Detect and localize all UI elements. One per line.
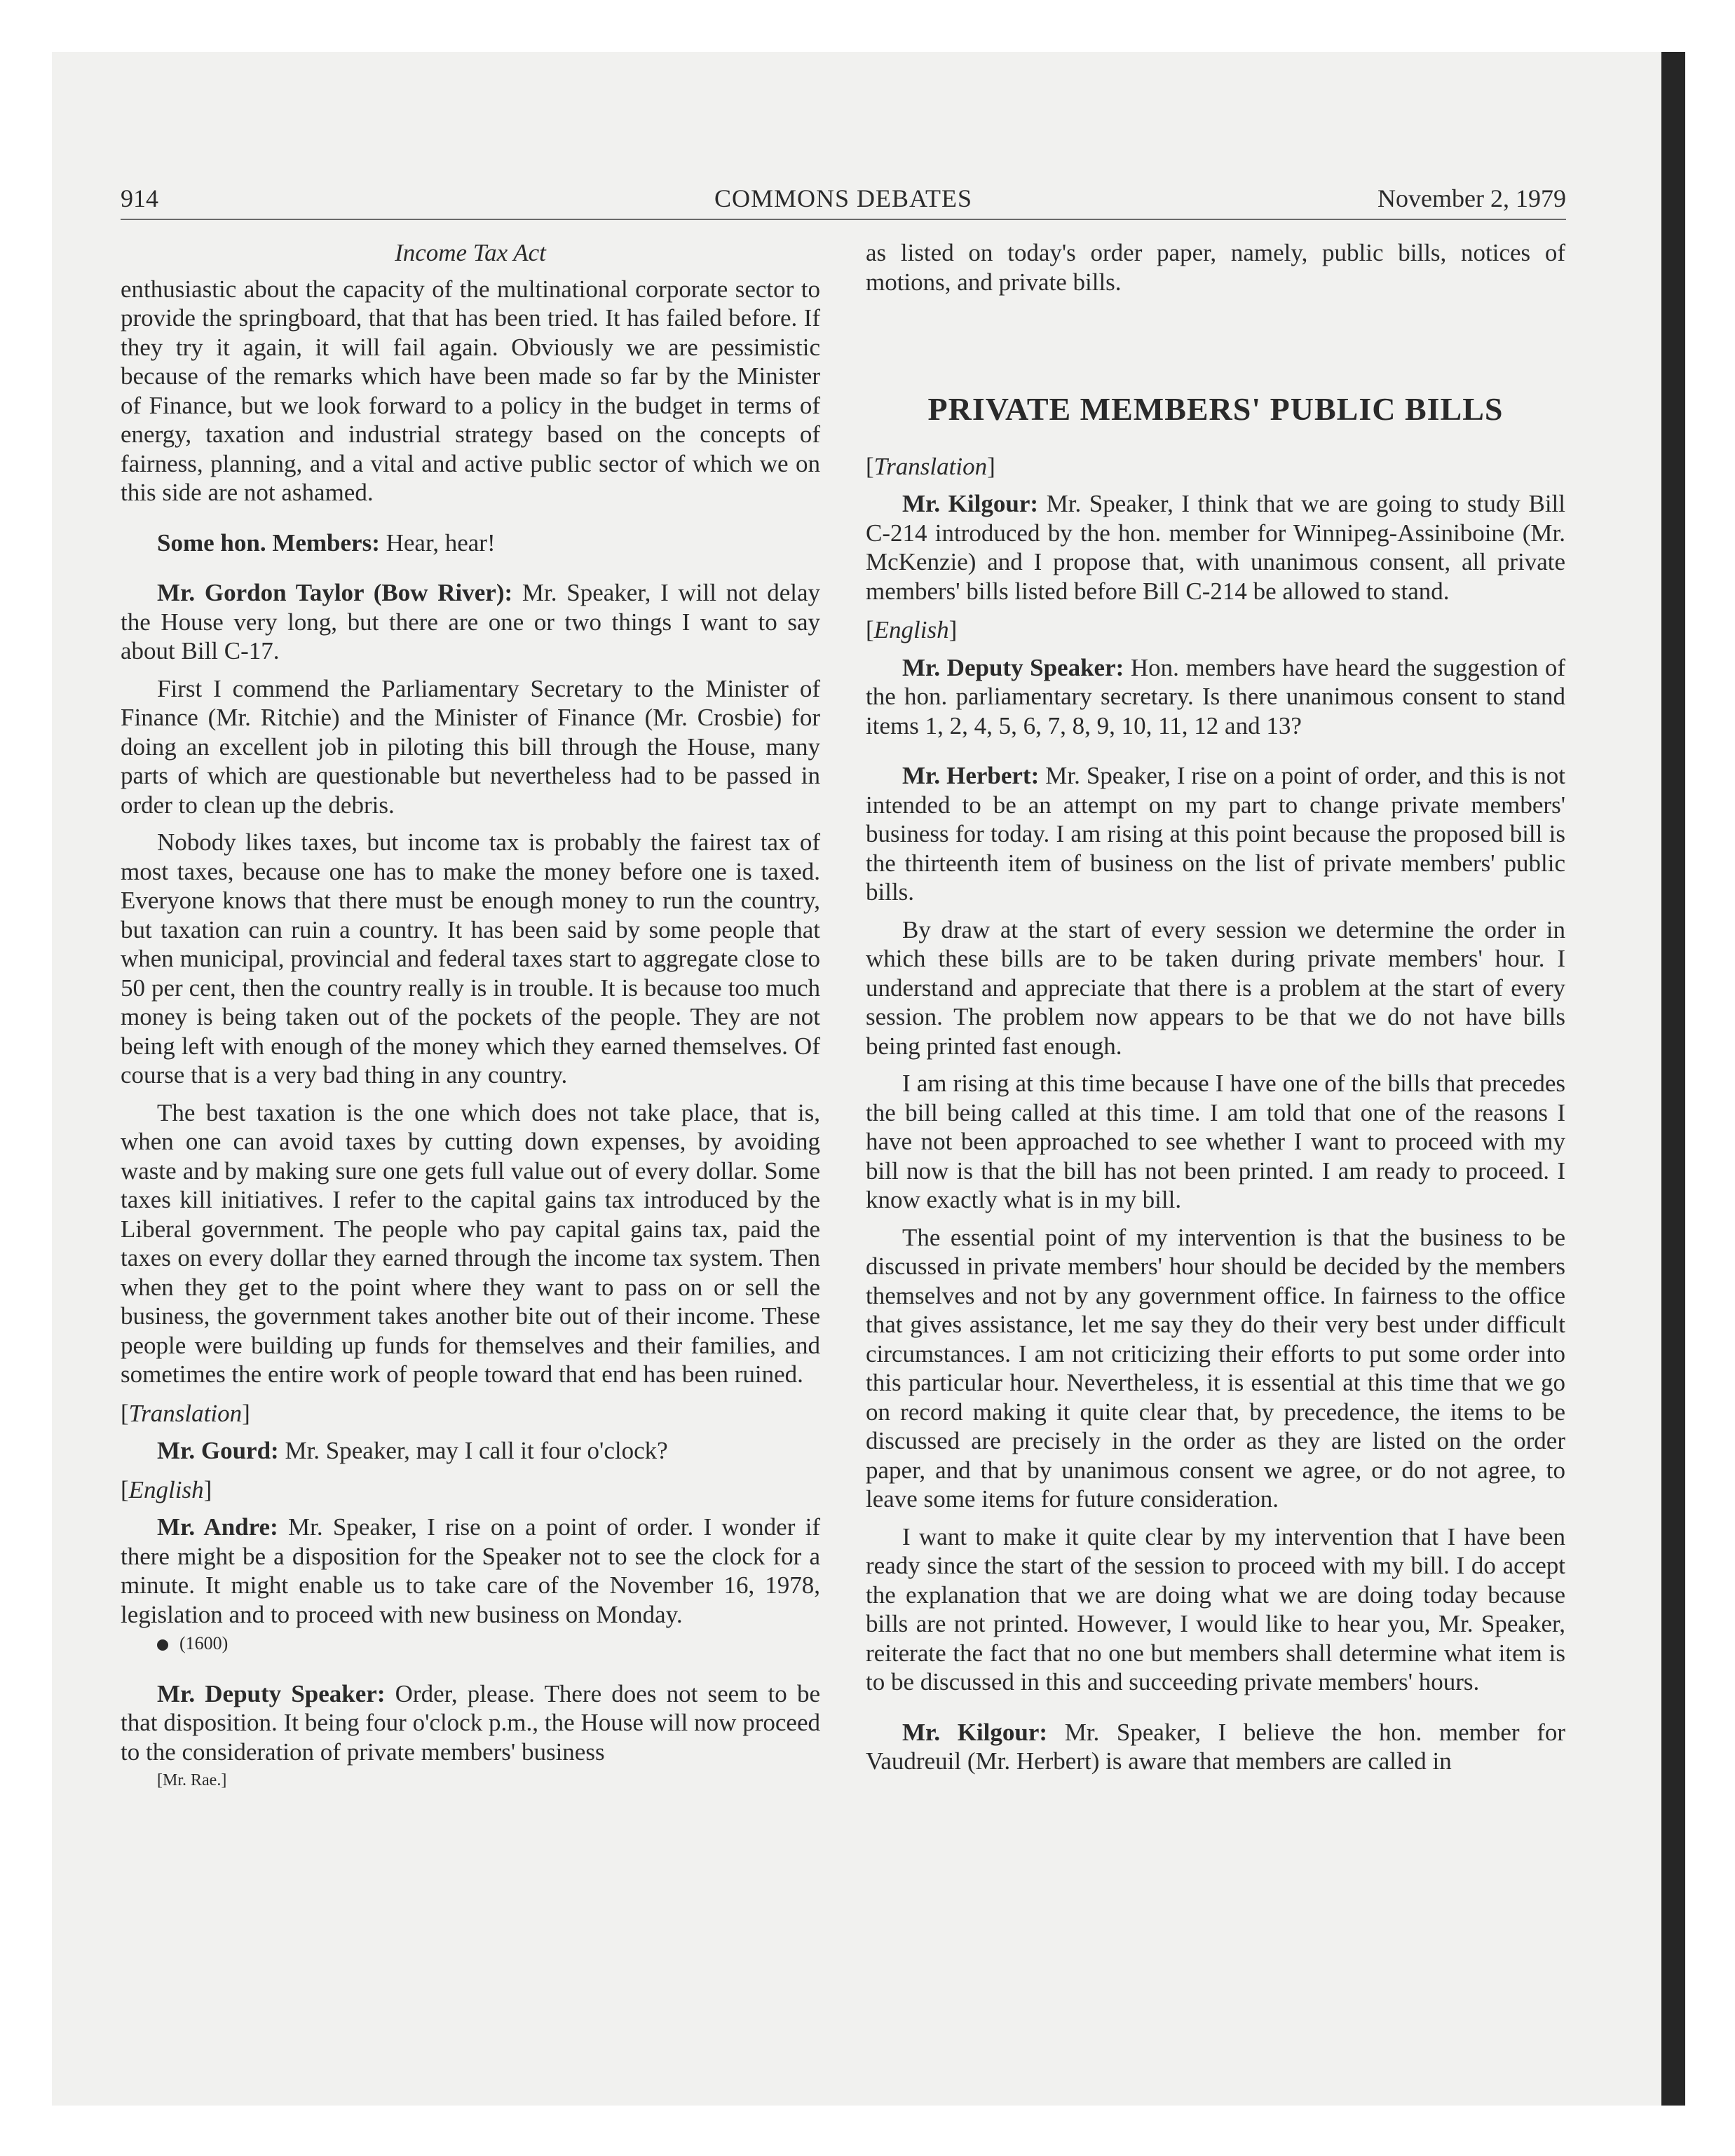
speech-paragraph	[121, 528, 820, 558]
topic-heading: Income Tax Act	[395, 239, 546, 266]
timestamp	[121, 1629, 820, 1658]
speech-text: Mr. Speaker, I will not delay the House very long, but there are one or two things I want to say about Bill C-17.	[121, 579, 821, 664]
speaker-name: Mr. Herbert:	[902, 762, 1040, 789]
speech-text: Mr. Speaker, I believe the hon. member for Vaudreuil (Mr. Herbert) is aware that members are called in	[866, 1718, 1566, 1775]
running-header	[121, 174, 1566, 220]
speaker-name: Mr. Kilgour:	[902, 1718, 1048, 1746]
paragraph: as listed on today's order paper, namely, public bills, notices of motions, and private bills.	[866, 239, 1565, 296]
timestamp-text: (1600)	[179, 1633, 229, 1653]
speaker-name: Some hon. Members:	[157, 528, 380, 557]
section-heading: PRIVATE MEMBERS' PUBLIC BILLS	[927, 391, 1504, 427]
speech-text: Mr. Speaker, I think that we are going to study Bill C-214 introduced by the hon. member for Winnipeg-Assiniboine (Mr. McKenzie) and I propose that, with unanimous consent, all private members' bills listed before Bill C-214 be allowed to stand.	[866, 490, 1565, 605]
speaker-name: Mr. Kilgour:	[902, 490, 1039, 517]
paragraph: First I commend the Parliamentary Secretary to the Minister of Finance (Mr. Ritchie) and the Minister of Finance (Mr. Crosbie) for doing an excellent job in piloting this bill through the House, many parts of which are questionable but nevertheless had to be passed in order to clean up the debris.	[121, 674, 820, 819]
paragraph: The essential point of my intervention is that the business to be discussed in private members' hour should be decided by the members themselves and not by any government office. In fairness to the office that gives assistance, let me say they do their very best under difficult circumstances. I am not criticizing their efforts to put some order into this particular hour. Nevertheless, it is essential at this time that we go on record making it quite clear that, by precedence, the items to be discussed are precisely in the order as they are listed on the order paper, and that by unanimous consent we agree, or do not agree, to leave some items for future consideration.	[866, 1223, 1565, 1513]
paragraph: I am rising at this time because I have one of the bills that precedes the bill being called at this time. I am told that one of the reasons I have not been approached to see whether I want to proceed with my bill now is that the bill has not been printed. I am ready to proceed. I know exactly what is in my bill.	[866, 1070, 1565, 1213]
speech-text: Hear, hear!	[379, 528, 496, 557]
speech-text: Mr. Speaker, I rise on a point of order, and this is not intended to be an attempt on my part to change private members' business for today. I am rising at this point because the proposed bill is the thirteenth item of business on the list of private members' public bills.	[866, 762, 1565, 906]
speech-paragraph	[866, 653, 1565, 741]
language-marker: [Translation]	[866, 452, 995, 480]
right-column	[866, 238, 1565, 1776]
speech-text: Mr. Speaker, I rise on a point of order. I wonder if there might be a disposition for the Speaker not to see the clock for a minute. It might enable us to take care of the November 16, 1978, legislation and to proceed with new business on Monday.	[121, 1513, 820, 1628]
paragraph: The best taxation is the one which does not take place, that is, when one can avoid taxes by cutting down expenses, by avoiding waste and by making sure one gets full value out of every dollar. Some taxes kill initiatives. I refer to the capital gains tax introduced by the Liberal government. The people who pay capital gains tax, paid the taxes on every dollar they earned through the income tax system. Then when they get to the point where they want to pass on or sell the business, the government takes another bite out of their income. These people were building up funds for themselves and their families, and sometimes the entire work of people toward that end has been ruined.	[121, 1098, 820, 1388]
paragraph: enthusiastic about the capacity of the multinational corporate sector to provide the springboard, that that has been tried. It has failed before. If they try it again, it will fail again. Obviously we are pessimistic because of the remarks which have been made so far by the Minister of Finance, but we look forward to a policy in the budget in terms of energy, taxation and industrial strategy based on the concepts of fairness, planning, and a vital and active public sector of which we on this side are not ashamed.	[121, 275, 820, 506]
language-marker: [English]	[121, 1475, 212, 1503]
speech-paragraph	[866, 1718, 1565, 1776]
speech-paragraph	[121, 578, 820, 666]
speaker-name: Mr. Gourd:	[157, 1437, 279, 1464]
language-label: Translation	[128, 1399, 243, 1427]
language-label: English	[873, 616, 949, 643]
speaker-name: Mr. Deputy Speaker:	[157, 1679, 386, 1707]
paragraph: By draw at the start of every session we determine the order in which these bills are to be taken during private members' hour. I understand and appreciate that there is a problem at the start of every session. The problem now appears to be that we do not have bills being printed fast enough.	[866, 915, 1565, 1060]
speaker-name: Mr. Gordon Taylor (Bow River):	[157, 579, 513, 606]
speech-text: Hon. members have heard the suggestion of the hon. parliamentary secretary. Is there unanimous consent to stand items 1, 2, 4, 5, 6, 7, 8, 9, 10, 11, 12 and 13?	[866, 653, 1565, 739]
page-number: 914	[121, 184, 158, 212]
bullet-icon	[157, 1639, 168, 1651]
left-column	[121, 238, 820, 1796]
binding-edge	[1661, 52, 1685, 2106]
speech-text: Mr. Speaker, may I call it four o'clock?	[278, 1437, 668, 1464]
paragraph: Nobody likes taxes, but income tax is probably the fairest tax of most taxes, because one has to make the money before one is taxed. Everyone knows that there must be enough money to run the country, but taxation can ruin a country. It has been said by some people that when municipal, provincial and federal taxes start to aggregate close to 50 per cent, then the country really is in trouble. It is because too much money is being taken out of the pockets of the people. They are not being left with enough of the money which they earned themselves. Of course that is a very bad thing in any country.	[121, 828, 820, 1089]
speech-paragraph	[866, 489, 1565, 606]
speech-text: Order, please. There does not seem to be that disposition. It being four o'clock p.m., the House will now proceed to the consideration of private members' business	[121, 1679, 820, 1766]
speech-paragraph	[121, 1679, 820, 1767]
speech-paragraph	[866, 761, 1565, 907]
language-marker: [Translation]	[121, 1399, 250, 1427]
speaker-name: Mr. Andre:	[157, 1513, 278, 1541]
journal-title: COMMONS DEBATES	[714, 184, 973, 212]
speech-paragraph	[121, 1513, 820, 1629]
speech-paragraph	[121, 1436, 820, 1466]
speaker-name: Mr. Deputy Speaker:	[902, 653, 1124, 681]
language-label: English	[128, 1475, 204, 1503]
footer-reference: [Mr. Rae.]	[157, 1771, 227, 1789]
document-page	[121, 174, 1566, 2010]
language-label: Translation	[873, 452, 988, 480]
sitting-date: November 2, 1979	[1377, 184, 1566, 212]
paragraph: I want to make it quite clear by my intervention that I have been ready since the start of the session to proceed with my bill. I do accept the explanation that we are doing what we are doing today because bills are not printed. However, I would like to hear you, Mr. Speaker, reiterate the fact that no one but members shall determine what item is to be discussed in this and succeeding private members' hours.	[866, 1522, 1565, 1696]
language-marker: [English]	[866, 616, 958, 643]
